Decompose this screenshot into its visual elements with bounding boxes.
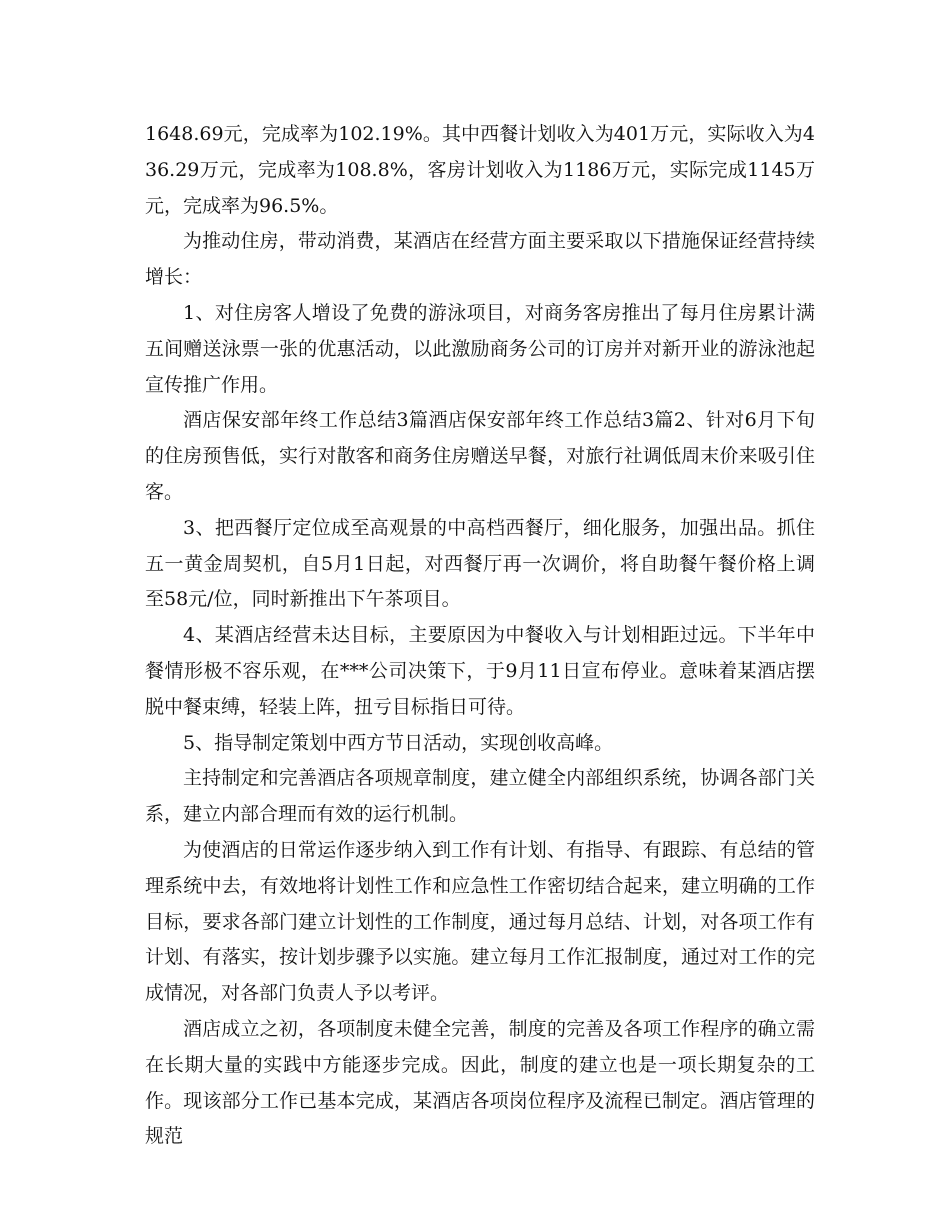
paragraph-2: 为推动住房，带动消费，某酒店在经营方面主要采取以下措施保证经营持续增长：	[145, 230, 815, 289]
paragraph-8: 主持制定和完善酒店各项规章制度，建立健全内部组织系统，协调各部门关系，建立内部合理而有效的运行机制。	[145, 767, 815, 826]
paragraph-5: 3、把西餐厅定位成至高观景的中高档西餐厅，细化服务，加强出品。抓住五一黄金周契机，自5月1日起，对西餐厅再一次调价，将自助餐午餐价格上调至58元/位，同时新推出下午茶项目。	[145, 516, 815, 611]
paragraph-4: 酒店保安部年终工作总结3篇酒店保安部年终工作总结3篇2、针对6月下旬的住房预售低，实行对散客和商务住房赠送早餐，对旅行社调低周末价来吸引住客。	[145, 409, 815, 503]
paragraph-6: 4、某酒店经营未达目标，主要原因为中餐收入与计划相距过远。下半年中餐情形极不容乐观，在***公司决策下，于9月11日宣布停业。意味着某酒店摆脱中餐束缚，轻装上阵，扭亏目标指日可待。	[145, 624, 815, 718]
paragraph-1: 1648.69元，完成率为102.19%。其中西餐计划收入为401万元，实际收入为436.29万元，完成率为108.8%，客房计划收入为1186万元，实际完成1145万元，完成率为96.5%。	[145, 123, 815, 217]
paragraph-3: 1、对住房客人增设了免费的游泳项目，对商务客房推出了每月住房累计满五间赠送泳票一张的优惠活动，以此激励商务公司的订房并对新开业的游泳池起宣传推广作用。	[145, 301, 815, 396]
paragraph-9: 为使酒店的日常运作逐步纳入到工作有计划、有指导、有跟踪、有总结的管理系统中去，有效地将计划性工作和应急性工作密切结合起来，建立明确的工作目标，要求各部门建立计划性的工作制度，通过每月总结、计划，对各项工作有计划、有落实，按计划步骤予以实施。建立每月工作汇报制度，通过对工作的完成情况，对各部门负责人予以考评。	[145, 838, 815, 1005]
paragraph-10: 酒店成立之初，各项制度未健全完善，制度的完善及各项工作程序的确立需在长期大量的实践中方能逐步完成。因此，制度的建立也是一项长期复杂的工作。现该部分工作已基本完成，某酒店各项岗位程序及流程已制定。酒店管理的规范	[145, 1017, 815, 1148]
document-body	[145, 117, 815, 1155]
paragraph-7: 5、指导制定策划中西方节日活动，实现创收高峰。	[183, 731, 614, 754]
